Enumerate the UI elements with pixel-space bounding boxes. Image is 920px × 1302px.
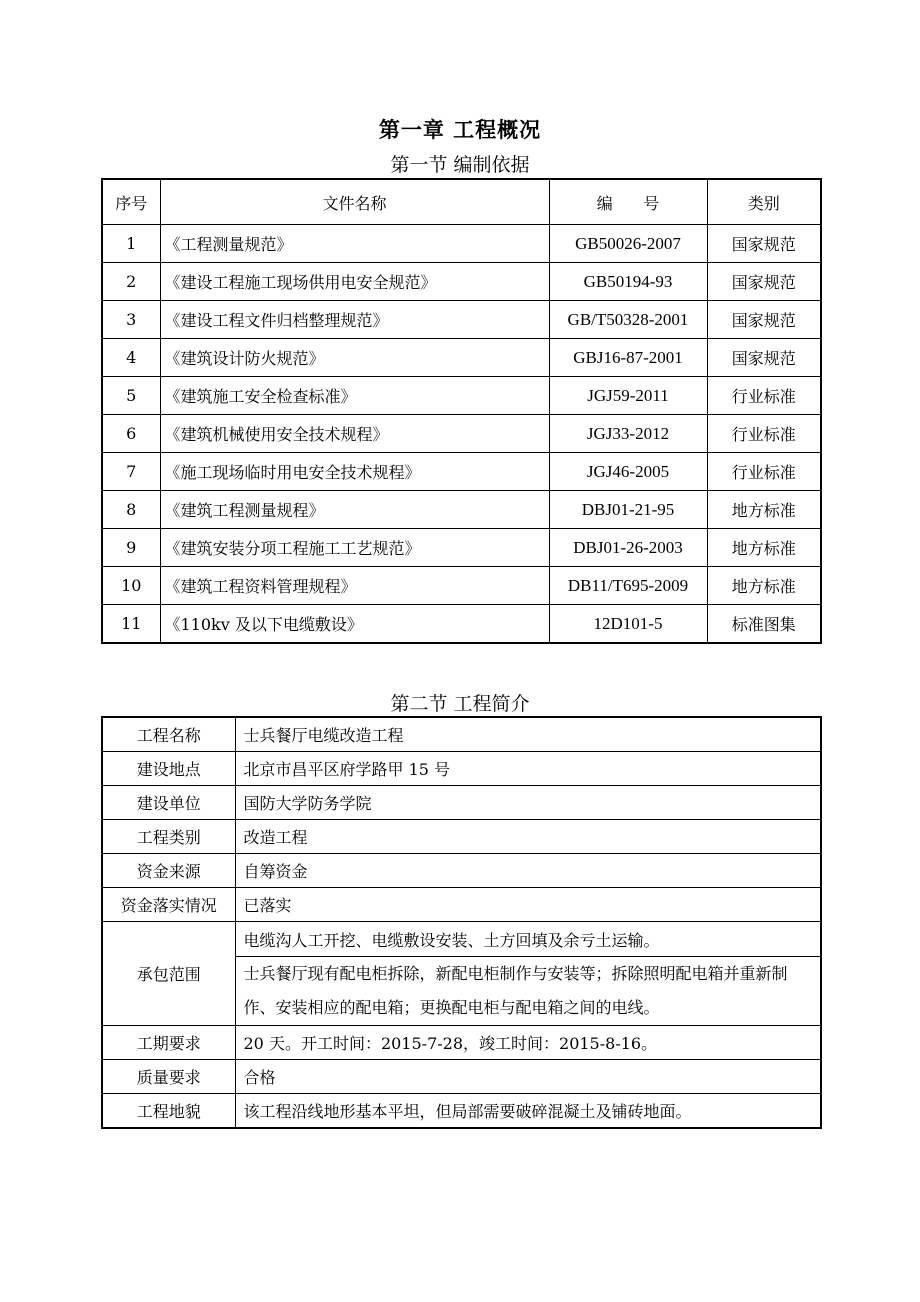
scope-line-1: 电缆沟人工开挖、电缆敷设安装、土方回填及余亏土运输。 — [235, 922, 821, 957]
table-row — [102, 717, 821, 752]
document-code: JGJ59-2011 — [549, 377, 707, 415]
row-number: 7 — [102, 453, 160, 491]
project-type-value: 改造工程 — [235, 820, 821, 854]
row-number: 4 — [102, 339, 160, 377]
document-category: 地方标准 — [707, 491, 821, 529]
header-no: 序号 — [102, 179, 160, 225]
owner-value: 国防大学防务学院 — [235, 786, 821, 820]
document-category: 国家规范 — [707, 339, 821, 377]
basis-table-header — [102, 179, 821, 225]
header-code: 编 号 — [549, 179, 707, 225]
funding-source-value: 自筹资金 — [235, 854, 821, 888]
document-name: 《建筑工程资料管理规程》 — [160, 567, 549, 605]
document-category: 国家规范 — [707, 225, 821, 263]
row-number: 2 — [102, 263, 160, 301]
document-code: GB50194-93 — [549, 263, 707, 301]
table-row — [102, 453, 821, 491]
row-number: 3 — [102, 301, 160, 339]
table-row — [102, 1094, 821, 1129]
intro-table — [101, 716, 822, 1129]
header-category: 类别 — [707, 179, 821, 225]
table-row — [102, 263, 821, 301]
funding-source-label: 资金来源 — [102, 854, 235, 888]
document-code: GB50026-2007 — [549, 225, 707, 263]
row-number: 9 — [102, 529, 160, 567]
document-category: 地方标准 — [707, 529, 821, 567]
table-row — [102, 1026, 821, 1060]
quality-label: 质量要求 — [102, 1060, 235, 1094]
table-row — [102, 786, 821, 820]
document-category: 国家规范 — [707, 263, 821, 301]
row-number: 6 — [102, 415, 160, 453]
table-row — [102, 567, 821, 605]
location-value: 北京市昌平区府学路甲 15 号 — [235, 752, 821, 786]
section-title-basis: 第一节 编制依据 — [390, 154, 530, 176]
document-name: 《建设工程文件归档整理规范》 — [160, 301, 549, 339]
document-category: 标准图集 — [707, 605, 821, 644]
schedule-label: 工期要求 — [102, 1026, 235, 1060]
document-name: 《建筑机械使用安全技术规程》 — [160, 415, 549, 453]
document-category: 行业标准 — [707, 377, 821, 415]
table-row — [102, 752, 821, 786]
document-name: 《建筑安装分项工程施工工艺规范》 — [160, 529, 549, 567]
document-category: 地方标准 — [707, 567, 821, 605]
location-label: 建设地点 — [102, 752, 235, 786]
project-name-value: 士兵餐厅电缆改造工程 — [235, 717, 821, 752]
table-row — [102, 820, 821, 854]
basis-table — [101, 178, 822, 644]
table-row — [102, 605, 821, 644]
terrain-label: 工程地貌 — [102, 1094, 235, 1129]
document-name: 《建设工程施工现场供用电安全规范》 — [160, 263, 549, 301]
project-type-label: 工程类别 — [102, 820, 235, 854]
document-name: 《建筑施工安全检查标准》 — [160, 377, 549, 415]
document-code: GBJ16-87-2001 — [549, 339, 707, 377]
owner-label: 建设单位 — [102, 786, 235, 820]
document-name: 《施工现场临时用电安全技术规程》 — [160, 453, 549, 491]
quality-value: 合格 — [235, 1060, 821, 1094]
scope-label: 承包范围 — [102, 922, 235, 1026]
funding-status-value: 已落实 — [235, 888, 821, 922]
scope-line-2: 士兵餐厅现有配电柜拆除，新配电柜制作与安装等；拆除照明配电箱并重新制作、安装相应的配电箱；更换配电柜与配电箱之间的电线。 — [235, 957, 821, 1026]
document-category: 行业标准 — [707, 415, 821, 453]
schedule-value: 20 天。开工时间：2015-7-28，竣工时间：2015-8-16。 — [235, 1026, 821, 1060]
table-row — [102, 888, 821, 922]
document-code: JGJ46-2005 — [549, 453, 707, 491]
document-name: 《建筑设计防火规范》 — [160, 339, 549, 377]
row-number: 11 — [102, 605, 160, 644]
document-code: 12D101-5 — [549, 605, 707, 644]
table-row — [102, 1060, 821, 1094]
document-code: DBJ01-21-95 — [549, 491, 707, 529]
document-name: 《工程测量规范》 — [160, 225, 549, 263]
table-row — [102, 854, 821, 888]
document-category: 行业标准 — [707, 453, 821, 491]
document-name: 《110kv 及以下电缆敷设》 — [160, 605, 549, 644]
row-number: 1 — [102, 225, 160, 263]
table-row — [102, 529, 821, 567]
table-row — [102, 301, 821, 339]
table-row — [102, 922, 821, 957]
table-row — [102, 225, 821, 263]
table-row — [102, 491, 821, 529]
table-row — [102, 377, 821, 415]
chapter-title: 第一章 工程概况 — [378, 117, 542, 142]
document-code: JGJ33-2012 — [549, 415, 707, 453]
row-number: 10 — [102, 567, 160, 605]
document-name: 《建筑工程测量规程》 — [160, 491, 549, 529]
document-code: GB/T50328-2001 — [549, 301, 707, 339]
row-number: 8 — [102, 491, 160, 529]
funding-status-label: 资金落实情况 — [102, 888, 235, 922]
section-title-intro: 第二节 工程简介 — [390, 693, 530, 715]
header-name: 文件名称 — [160, 179, 549, 225]
table-row — [102, 415, 821, 453]
table-row — [102, 339, 821, 377]
basis-table-body — [102, 225, 821, 644]
document-category: 国家规范 — [707, 301, 821, 339]
project-name-label: 工程名称 — [102, 717, 235, 752]
document-code: DB11/T695-2009 — [549, 567, 707, 605]
terrain-value: 该工程沿线地形基本平坦，但局部需要破碎混凝土及铺砖地面。 — [235, 1094, 821, 1129]
document-code: DBJ01-26-2003 — [549, 529, 707, 567]
row-number: 5 — [102, 377, 160, 415]
